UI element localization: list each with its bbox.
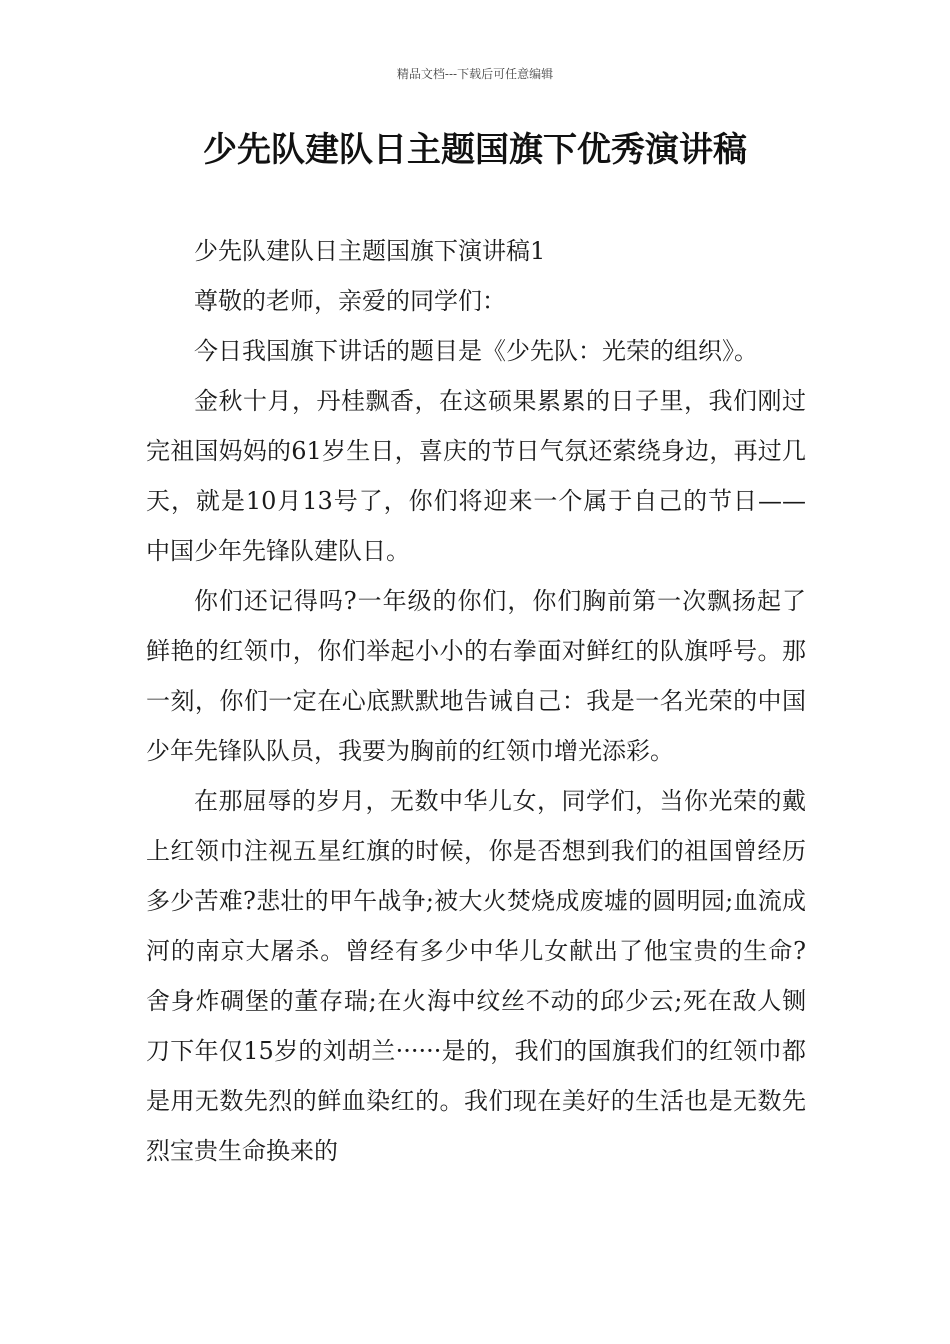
paragraph-body-1: 金秋十月，丹桂飘香，在这硕果累累的日子里，我们刚过完祖国妈妈的61岁生日，喜庆的节日气氛还萦绕身边，再过几天，就是10月13号了，你们将迎来一个属于自己的节日——中国少年先锋队建队日。: [146, 387, 806, 565]
document-body: [146, 226, 806, 1176]
paragraph-body-2: 你们还记得吗?一年级的你们，你们胸前第一次飘扬起了鲜艳的红领巾，你们举起小小的右拳面对鲜红的队旗呼号。那一刻，你们一定在心底默默地告诫自己：我是一名光荣的中国少年先锋队队员，我要为胸前的红领巾增光添彩。: [146, 587, 806, 765]
paragraph-topic: 今日我国旗下讲话的题目是《少先队：光荣的组织》。: [194, 337, 758, 365]
paragraph-body-3: 在那屈辱的岁月，无数中华儿女，同学们，当你光荣的戴上红领巾注视五星红旗的时候，你是否想到我们的祖国曾经历多少苦难?悲壮的甲午战争;被大火焚烧成废墟的圆明园;血流成河的南京大屠杀。曾经有多少中华儿女献出了他宝贵的生命?舍身炸碉堡的董存瑞;在火海中纹丝不动的邱少云;死在敌人铡刀下年仅15岁的刘胡兰······是的，我们的国旗我们的红领巾都是用无数先烈的鲜血染红的。我们现在美好的生活也是无数先烈宝贵生命换来的: [146, 787, 806, 1165]
paragraph-subtitle: 少先队建队日主题国旗下演讲稿1: [194, 237, 546, 265]
paragraph-salutation: 尊敬的老师，亲爱的同学们：: [194, 287, 506, 315]
header-note: 精品文档---下载后可任意编辑: [396, 67, 554, 81]
document-title: 少先队建队日主题国旗下优秀演讲稿: [203, 130, 747, 170]
